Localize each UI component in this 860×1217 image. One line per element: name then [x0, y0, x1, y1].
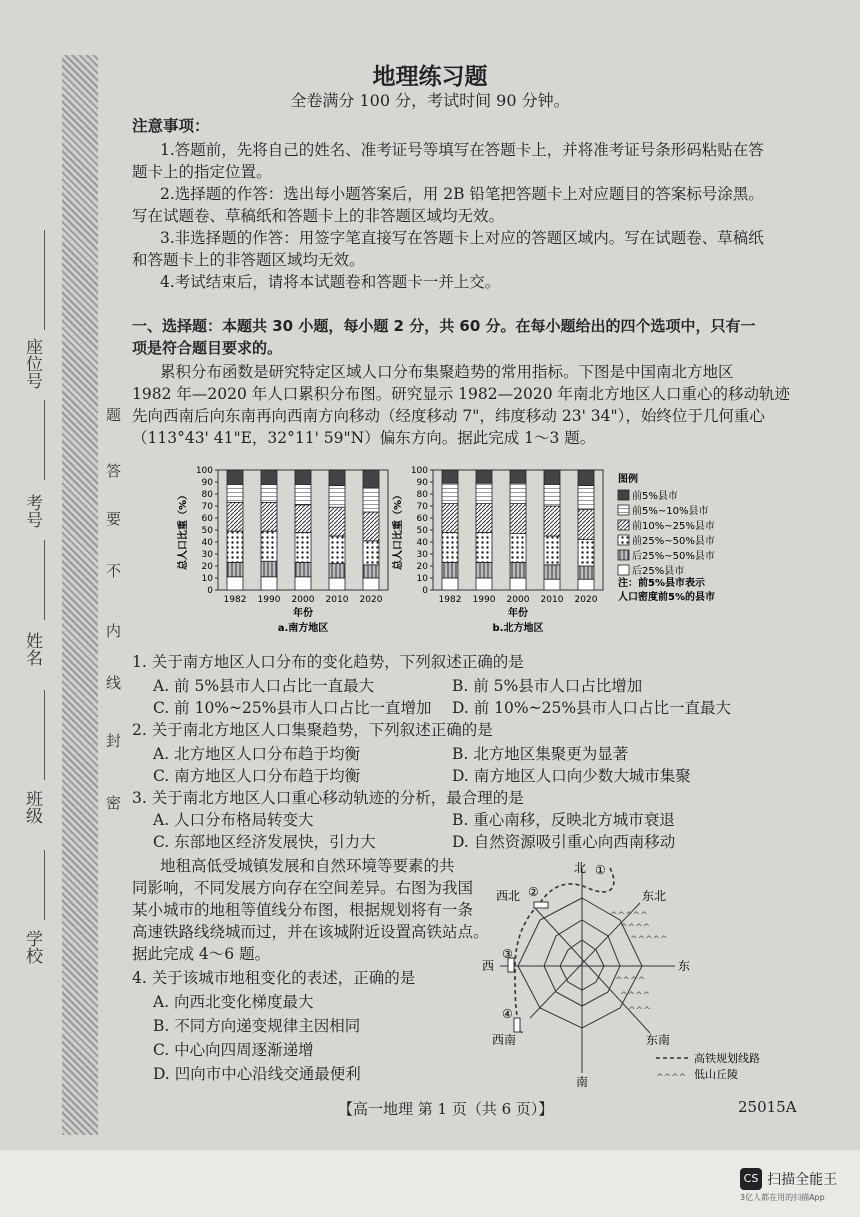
bar-segment [227, 470, 243, 484]
y-tick-label: 40 [416, 538, 428, 548]
x-tick-label: 1990 [472, 595, 496, 605]
seat-line [44, 230, 45, 330]
x-tick-label: 1982 [438, 595, 462, 605]
bar-segment [476, 504, 492, 533]
y-tick-label: 40 [201, 538, 213, 548]
dir-sw: 西南 [492, 1033, 517, 1047]
bar-segment [329, 507, 345, 536]
seal-char: 封 [106, 732, 122, 750]
seal-char: 密 [106, 794, 122, 812]
chart-title: a.南方地区 [277, 623, 329, 634]
passage-line: 某小城市的地租等值线分布图，根据规划将有一条 [132, 901, 474, 919]
page-title: 地理练习题 [372, 64, 488, 90]
seal-char: 内 [106, 622, 122, 640]
bar-segment [544, 470, 560, 484]
note-line: 写在试题卷、草稿纸和答题卡上的非答题区域均无效。 [132, 207, 505, 225]
station-2: ② [528, 885, 539, 899]
bar-segment [578, 486, 594, 510]
option: B. 不同方向递变规律主因相同 [153, 1017, 361, 1035]
x-tick-label: 1990 [257, 595, 281, 605]
bar-segment [363, 512, 379, 541]
option: B. 重心南移，反映北方城市衰退 [452, 811, 675, 829]
y-tick-label: 80 [201, 490, 213, 500]
y-tick-label: 20 [416, 562, 428, 572]
paper-code: 25015A [738, 1098, 797, 1116]
dir-s: 南 [576, 1075, 589, 1088]
bar-segment [442, 562, 458, 578]
legend-note: 人口密度前5%的县市 [618, 592, 715, 603]
bar-segment [329, 470, 345, 486]
population-charts [170, 460, 770, 645]
x-tick-label: 2020 [574, 595, 598, 605]
bar-segment [295, 562, 311, 576]
bar-segment [442, 504, 458, 533]
bar-segment [544, 506, 560, 536]
note-line: 和答题卡上的非答题区域均无效。 [132, 251, 365, 269]
bar-segment [227, 531, 243, 562]
x-tick-label: 2000 [506, 595, 530, 605]
bar-segment [442, 470, 458, 483]
bar-segment [578, 510, 594, 540]
bar-segment [510, 470, 526, 483]
y-tick-label: 0 [207, 586, 213, 596]
legend-swatch [618, 505, 629, 515]
bar-segment [363, 541, 379, 565]
exam-no-line [44, 400, 45, 480]
legend-rail: 高铁规划线路 [694, 1052, 760, 1065]
svg-text:^^^^: ^^^^ [656, 1073, 687, 1083]
question-stem: 4. 关于该城市地租变化的表述，正确的是 [132, 969, 416, 987]
option: B. 北方地区集聚更为显著 [452, 745, 629, 763]
bar-segment [295, 577, 311, 590]
bar-segment [227, 562, 243, 576]
svg-text:^^^^^: ^^^^^ [630, 935, 668, 945]
bar-segment [363, 488, 379, 512]
bar-segment [442, 578, 458, 590]
passage-line: 累积分布函数是研究特定区域人口分布集聚趋势的常用指标。下图是中国南北方地区 [160, 363, 734, 381]
school-line [44, 850, 45, 920]
name-line [44, 540, 45, 620]
dir-n: 北 [574, 861, 587, 875]
bar-segment [261, 531, 277, 561]
y-tick-label: 90 [416, 478, 428, 488]
name-label: 姓名 [22, 632, 42, 666]
bar-segment [510, 578, 526, 590]
bar-segment [578, 579, 594, 590]
station-3: ③ [502, 947, 513, 961]
brand-tagline: 3亿人都在用的扫描App [740, 1193, 825, 1202]
y-tick-label: 10 [416, 574, 428, 584]
x-tick-label: 2000 [291, 595, 315, 605]
seal-char: 线 [106, 674, 122, 692]
scanner-watermark [740, 1168, 837, 1203]
bar-segment [476, 470, 492, 483]
dir-se: 东南 [646, 1033, 671, 1047]
option: D. 前 10%~25%县市人口占比一直最大 [452, 699, 732, 717]
rent-contour-map [470, 858, 820, 1088]
y-tick-label: 10 [201, 574, 213, 584]
bar-segment [227, 502, 243, 531]
option: D. 自然资源吸引重心向西南移动 [452, 833, 676, 851]
bar-segment [442, 532, 458, 562]
passage-line: 据此完成 4～6 题。 [132, 945, 271, 963]
option: C. 前 10%~25%县市人口占比一直增加 [153, 699, 432, 717]
x-tick-label: 2010 [540, 595, 564, 605]
bar-segment [261, 577, 277, 590]
legend-title: 图例 [618, 474, 638, 485]
bar-segment [261, 470, 277, 484]
bar-segment [295, 470, 311, 484]
passage-line: 地租高低受城镇发展和自然环境等要素的共 [160, 857, 455, 875]
legend-item: 前5%县市 [632, 491, 678, 502]
svg-text:^^^^: ^^^^ [620, 923, 651, 933]
legend-swatch [618, 565, 629, 575]
legend-item: 后25%~50%县市 [632, 551, 715, 562]
seal-char: 答 [106, 462, 122, 480]
station-4: ④ [502, 1007, 513, 1021]
exam-no-label: 考号 [22, 494, 42, 528]
school-label: 学校 [22, 930, 42, 964]
bar-segment [544, 484, 560, 506]
y-tick-label: 30 [416, 550, 428, 560]
x-axis-label: 年份 [508, 608, 528, 619]
option: C. 中心向四周逐渐递增 [153, 1041, 314, 1059]
bar-segment [510, 504, 526, 534]
seal-char: 要 [106, 510, 122, 528]
y-tick-label: 30 [201, 550, 213, 560]
legend-item: 前5%~10%县市 [632, 506, 709, 517]
bar-segment [363, 578, 379, 590]
station-1: ① [595, 863, 606, 877]
bar-segment [476, 532, 492, 562]
y-axis-label: 总人口比重（%） [393, 489, 404, 571]
x-tick-label: 1982 [223, 595, 247, 605]
bar-segment [227, 484, 243, 502]
dir-w: 西 [482, 959, 495, 973]
bar-segment [544, 565, 560, 579]
note-line: 1.答题前，先将自己的姓名、准考证号等填写在答题卡上，并将准考证号条形码粘贴在答 [160, 141, 764, 159]
brand-name: 扫描全能王 [767, 1172, 838, 1188]
y-tick-label: 70 [416, 502, 428, 512]
y-tick-label: 50 [201, 526, 213, 536]
option: C. 南方地区人口分布趋于均衡 [153, 767, 361, 785]
bar-segment [476, 578, 492, 590]
bar-segment [476, 562, 492, 578]
option: D. 凹向市中心沿线交通最便利 [153, 1065, 361, 1083]
legend-swatch [618, 550, 629, 560]
note-line: 题卡上的指定位置。 [132, 163, 272, 181]
note-line: 2.选择题的作答：选出每小题答案后，用 2B 铅笔把答题卡上对应题目的答案标号涂黑。 [160, 185, 764, 203]
bar-segment [544, 579, 560, 590]
bar-segment [510, 483, 526, 503]
legend-item: 后25%县市 [632, 566, 685, 577]
bar-segment [329, 578, 345, 590]
bar-segment [295, 505, 311, 533]
svg-text:^^^^: ^^^^ [620, 991, 651, 1001]
notes-heading: 注意事项： [132, 117, 210, 135]
legend-swatch [618, 490, 629, 500]
class-line [44, 690, 45, 780]
svg-text:^^^^: ^^^^ [615, 976, 646, 986]
seal-char: 不 [106, 562, 122, 580]
seal-char: 题 [106, 406, 122, 424]
bar-segment [329, 564, 345, 578]
option: B. 前 5%县市人口占比增加 [452, 677, 643, 695]
y-tick-label: 0 [422, 586, 428, 596]
note-line: 4.考试结束后，请将本试题卷和答题卡一并上交。 [160, 273, 501, 291]
bar-segment [544, 536, 560, 565]
y-axis-label: 总人口比重（%） [178, 489, 189, 571]
passage-line: （113°43' 41"E，32°11' 59"N）偏东方向。据此完成 1～3 题。 [132, 429, 596, 447]
dir-nw: 西北 [496, 889, 521, 903]
bar-segment [442, 483, 458, 503]
binding-strip [62, 55, 98, 1135]
x-axis-label: 年份 [293, 608, 313, 619]
option: A. 北方地区人口分布趋于均衡 [153, 745, 361, 763]
option: C. 东部地区经济发展快，引力大 [153, 833, 376, 851]
option: A. 人口分布格局转变大 [153, 811, 314, 829]
bar-segment [261, 484, 277, 502]
passage-line: 先向西南后向东南再向西南方向移动（经度移动 7"，纬度移动 23' 34"），始终位于几何重心 [132, 407, 765, 425]
bar-segment [227, 577, 243, 590]
legend-hill: 低山丘陵 [694, 1068, 738, 1081]
bar-segment [476, 483, 492, 503]
question-stem: 2. 关于南北方地区人口集聚趋势，下列叙述正确的是 [132, 721, 493, 739]
svg-text:^^^: ^^^ [628, 1006, 651, 1016]
bar-segment [295, 484, 311, 504]
legend-swatch [618, 520, 629, 530]
dir-e: 东 [678, 959, 691, 973]
option: D. 南方地区人口向少数大城市集聚 [452, 767, 691, 785]
question-stem: 3. 关于南北方地区人口重心移动轨迹的分析，最合理的是 [132, 789, 524, 807]
bar-segment [261, 561, 277, 577]
class-label: 班级 [22, 790, 42, 824]
y-tick-label: 100 [195, 466, 213, 476]
page-footer: 【高一地理 第 1 页（共 6 页）】 [338, 1100, 554, 1118]
bar-segment [261, 502, 277, 531]
svg-text:^^^^^: ^^^^^ [610, 911, 648, 921]
cs-logo-icon: CS [740, 1168, 762, 1190]
y-tick-label: 60 [416, 514, 428, 524]
bar-segment [329, 486, 345, 508]
question-stem: 1. 关于南方地区人口分布的变化趋势，下列叙述正确的是 [132, 653, 524, 671]
legend-item: 前25%~50%县市 [632, 536, 715, 547]
bar-segment [578, 470, 594, 486]
option: A. 向西北变化梯度最大 [153, 993, 314, 1011]
passage-line: 高速铁路线绕城而过，并在该城附近设置高铁站点。 [132, 923, 489, 941]
bar-segment [510, 534, 526, 563]
legend-swatch [618, 535, 629, 545]
x-tick-label: 2010 [325, 595, 349, 605]
chart-title: b.北方地区 [492, 623, 544, 634]
bar-segment [363, 565, 379, 578]
y-tick-label: 70 [201, 502, 213, 512]
dir-ne: 东北 [642, 889, 667, 903]
option: A. 前 5%县市人口占比一直最大 [153, 677, 375, 695]
y-tick-label: 20 [201, 562, 213, 572]
page-subtitle: 全卷满分 100 分，考试时间 90 分钟。 [290, 91, 570, 110]
bar-segment [295, 532, 311, 562]
y-tick-label: 90 [201, 478, 213, 488]
y-tick-label: 100 [410, 466, 428, 476]
y-tick-label: 50 [416, 526, 428, 536]
y-tick-label: 80 [416, 490, 428, 500]
note-line: 3.非选择题的作答：用签字笔直接写在答题卡上对应的答题区域内。写在试题卷、草稿纸 [160, 229, 764, 247]
section-heading: 一、选择题：本题共 30 小题，每小题 2 分，共 60 分。在每小题给出的四个选项中，只有一 [132, 317, 756, 335]
passage-line: 同影响，不同发展方向存在空间差异。右图为我国 [132, 879, 474, 897]
seat-label: 座位号 [22, 338, 42, 389]
legend-note: 注：前5%县市表示 [618, 578, 705, 589]
bar-segment [329, 536, 345, 564]
section-heading-cont: 项是符合题目要求的。 [132, 339, 283, 357]
y-tick-label: 60 [201, 514, 213, 524]
passage-line: 1982 年—2020 年人口累积分布图。研究显示 1982—2020 年南北方地区人口重心的移动轨迹 [132, 385, 790, 403]
x-tick-label: 2020 [359, 595, 383, 605]
bar-segment [578, 566, 594, 579]
bar-segment [578, 540, 594, 566]
bar-segment [363, 470, 379, 488]
legend-item: 前10%~25%县市 [632, 521, 715, 532]
bar-segment [510, 562, 526, 578]
